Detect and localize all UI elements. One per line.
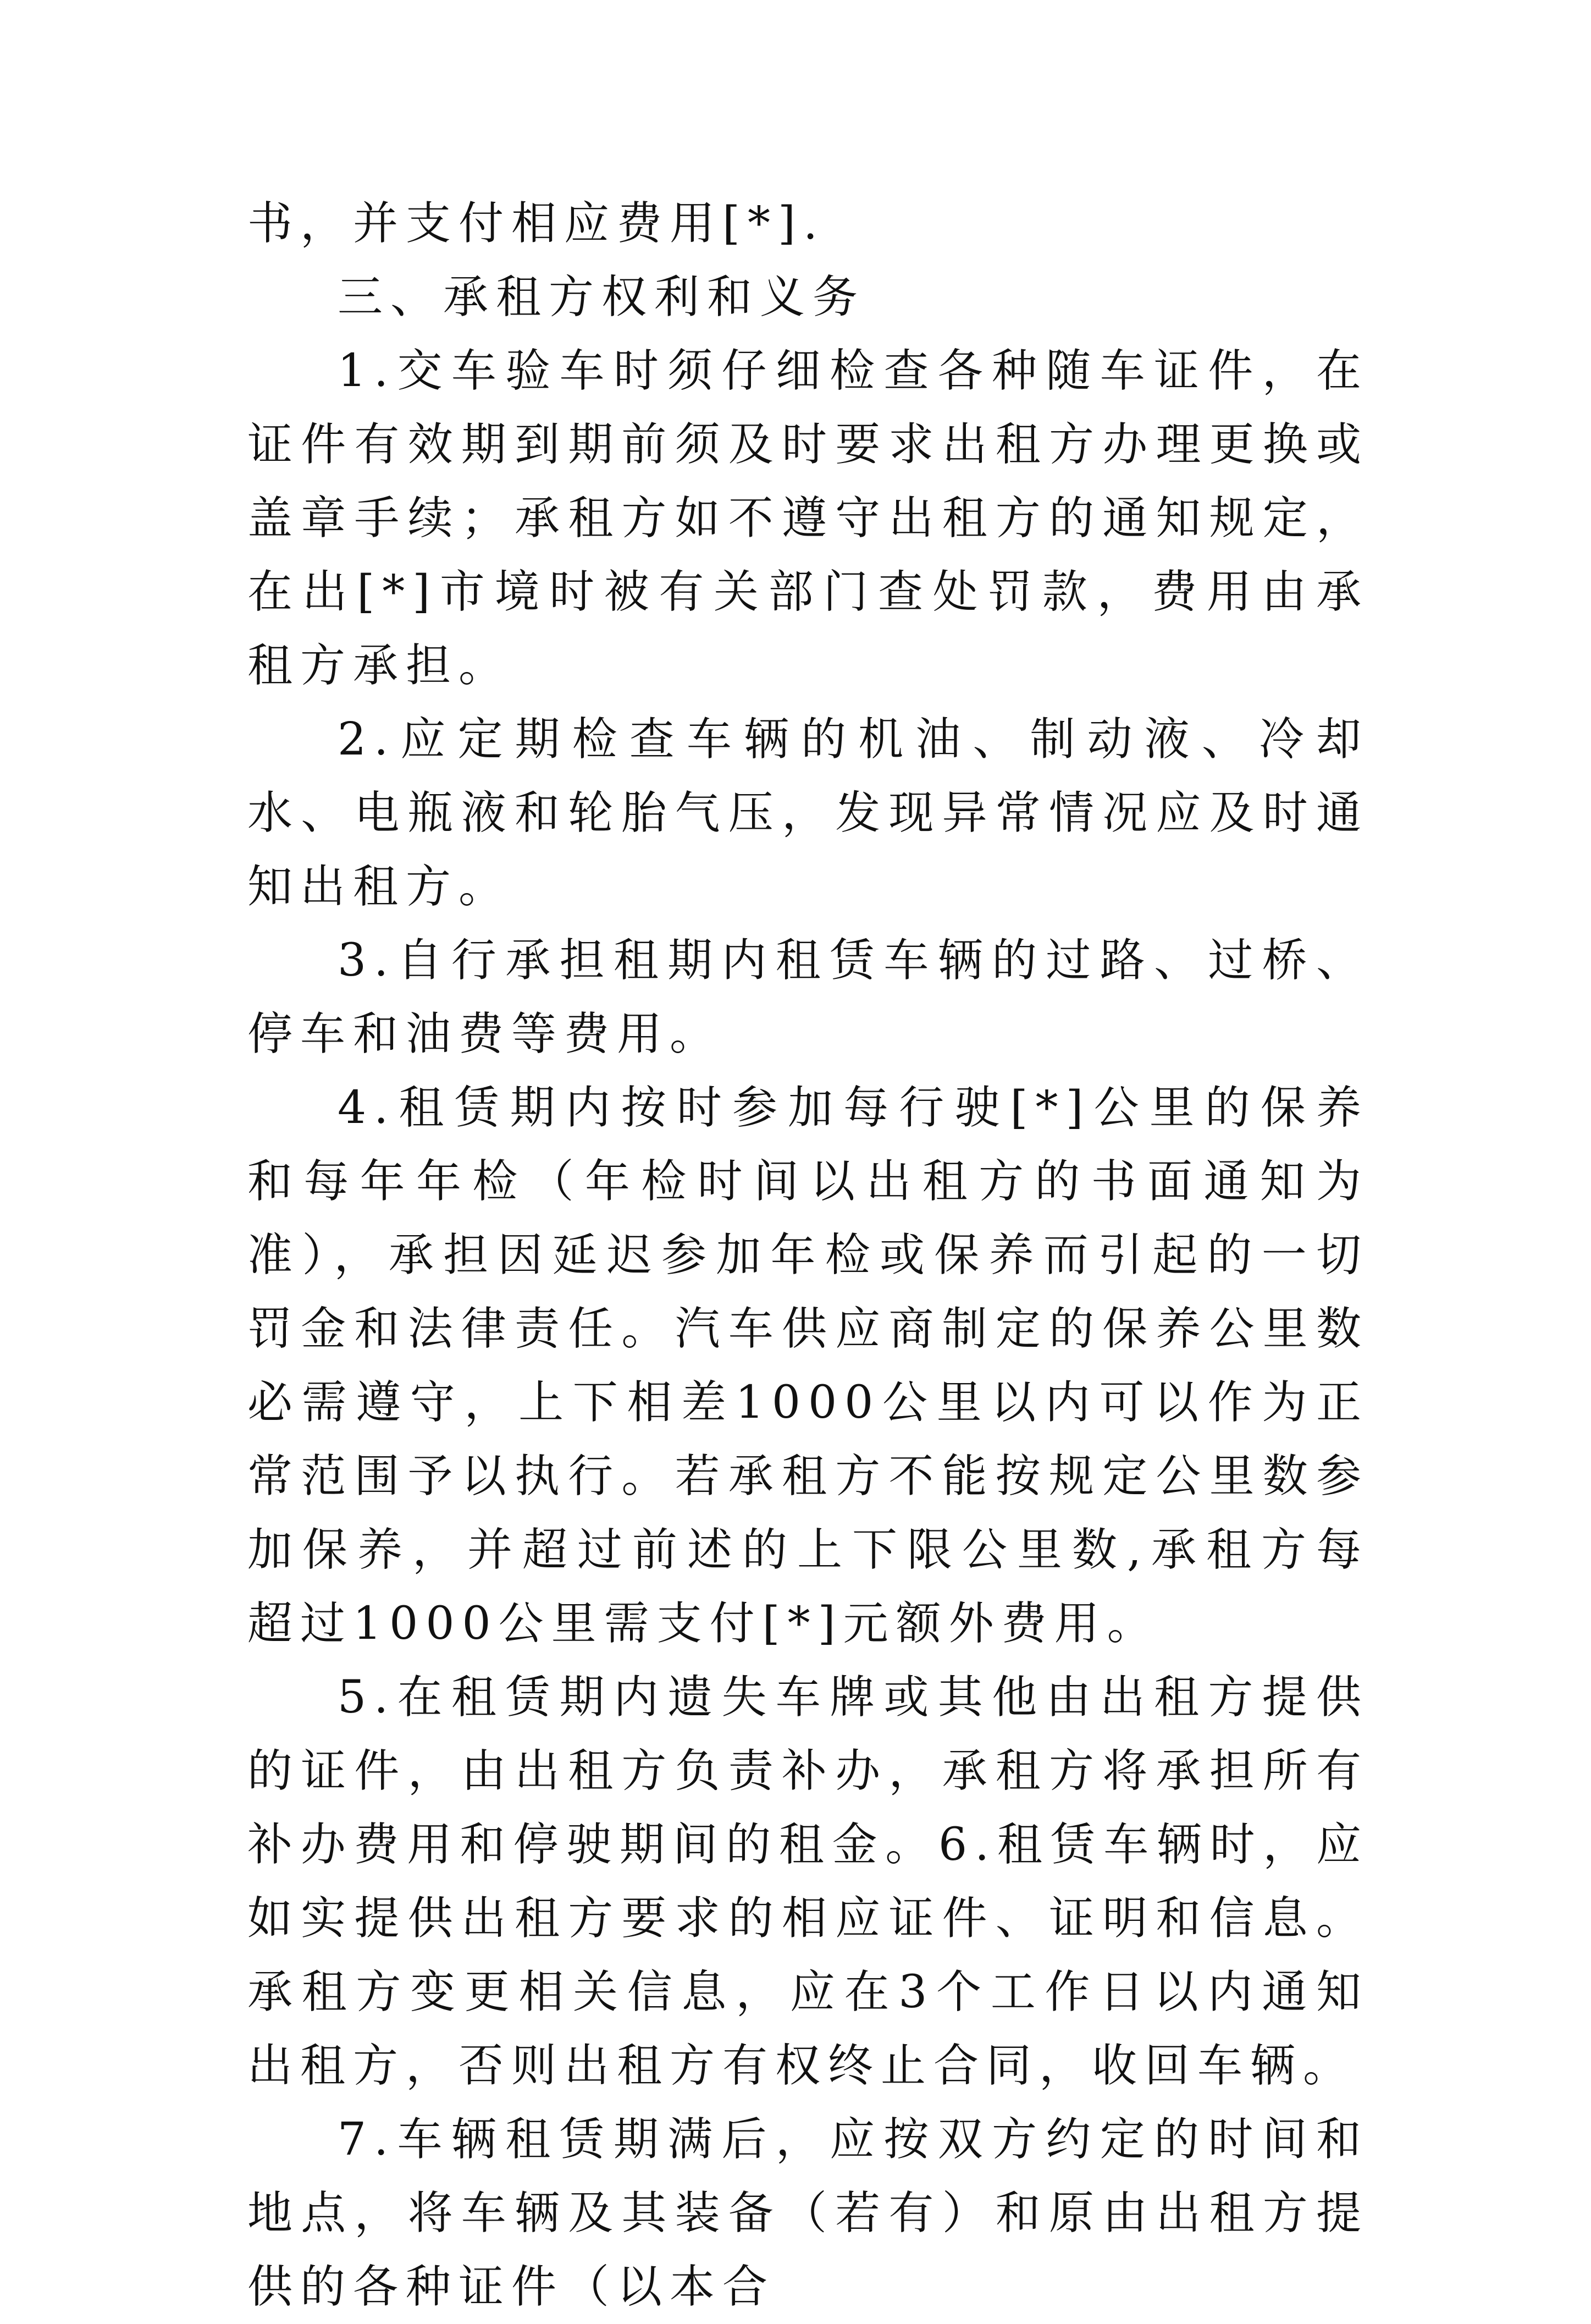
paragraph-continuation: 书，并支付相应费用[*]. bbox=[247, 197, 826, 250]
paragraph-item-2: 2.应定期检查车辆的机油、制动液、冷却水、电瓶液和轮胎气压，发现异常情况应及时通知出租方。 bbox=[247, 713, 1369, 913]
paragraph-item-1: 1.交车验车时须仔细检查各种随车证件，在证件有效期到期前须及时要求出租方办理更换或盖章手续；承租方如不遵守出租方的通知规定，在出[*]市境时被有关部门查处罚款，费用由承租方承担。 bbox=[247, 345, 1369, 692]
paragraph-item-5-6: 5.在租赁期内遗失车牌或其他由出租方提供的证件，由出租方负责补办，承租方将承担所有补办费用和停驶期间的租金。6.租赁车辆时，应如实提供出租方要求的相应证件、证明和信息。承租方变更相关信息，应在3个工作日以内通知出租方，否则出租方有权终止合同，收回车辆。 bbox=[247, 1671, 1369, 2092]
document-body bbox=[247, 187, 1369, 2324]
paragraph-item-3: 3.自行承担租期内租赁车辆的过路、过桥、停车和油费等费用。 bbox=[247, 934, 1369, 1060]
paragraph-item-4: 4.租赁期内按时参加每行驶[*]公里的保养和每年年检（年检时间以出租方的书面通知为准），承担因延迟参加年检或保养而引起的一切罚金和法律责任。汽车供应商制定的保养公里数必需遵守，上下相差1000公里以内可以作为正常范围予以执行。若承租方不能按规定公里数参加保养，并超过前述的上下限公里数,承租方每超过1000公里需支付[*]元额外费用。 bbox=[247, 1082, 1369, 1650]
paragraph-item-7: 7.车辆租赁期满后，应按双方约定的时间和地点，将车辆及其装备（若有）和原由出租方提供的各种证件（以本合 bbox=[247, 2113, 1369, 2313]
section-heading: 三、承租方权利和义务 bbox=[338, 271, 866, 323]
